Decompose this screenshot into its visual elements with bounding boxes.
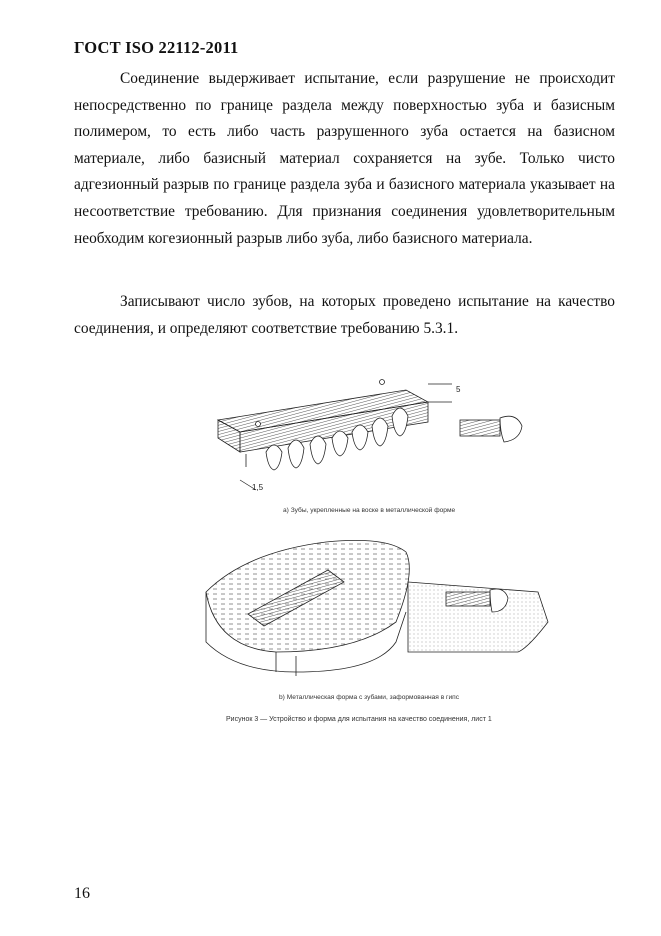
dim-label-top: 5 (456, 385, 461, 394)
figure-a-wax-block (218, 380, 452, 468)
figure-a-side-detail (460, 416, 522, 442)
dim-label-bottom: 1,5 (252, 483, 264, 492)
caption-figure-3: Рисунок 3 — Устройство и форма для испытания на качество соединения, лист 1 (226, 716, 492, 723)
figure-3-drawing (196, 372, 556, 732)
paragraph-record-results: Записывают число зубов, на которых проведено испытание на качество соединения, и определяют соответствие требованию 5.3.1. (74, 293, 615, 337)
document-header: ГОСТ ISO 22112-2011 (74, 38, 239, 57)
paragraph-test-criteria: Соединение выдерживает испытание, если разрушение не происходит непосредственно по границе раздела между поверхностью зуба и базисным полимером, то есть либо часть разрушенного зуба остается на базисном материале, либо базисный материал сохраняется на зубе. Только чисто адгезионный разрыв по границе раздела зуба и базисного материала указывает на несоответствие требованию. Для признания соединения удовлетворительным необходим когезионный разрыв либо зуба, либо базисного материала. (74, 70, 615, 247)
page-number: 16 (74, 885, 90, 902)
caption-figure-a: а) Зубы, укрепленные на воске в металлической форме (283, 507, 456, 514)
caption-figure-b: b) Металлическая форма с зубами, заформованная в гипс (279, 694, 460, 701)
figure-b-mold (206, 540, 409, 676)
figure-b-section (408, 582, 548, 652)
